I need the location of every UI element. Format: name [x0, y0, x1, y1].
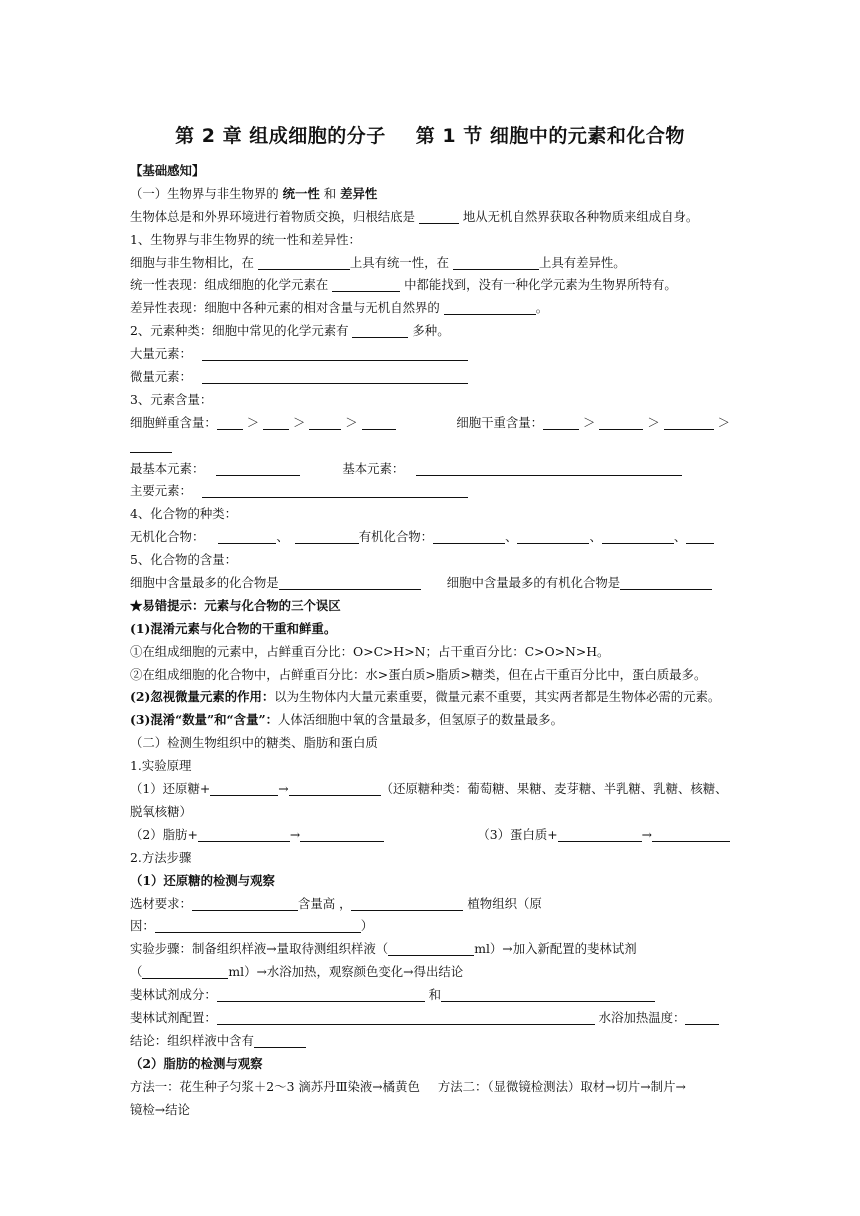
text-line: （ ml）→水浴加热，观察颜色变化→得出结论: [130, 964, 464, 980]
fill-blank[interactable]: [258, 255, 350, 270]
fill-blank[interactable]: [217, 415, 243, 430]
text-line: [130, 435, 730, 458]
text-line: 1、生物界与非生物界的统一性和差异性：: [130, 231, 361, 247]
text-line: 生物体总是和外界环境进行着物质交换，归根结底是 地从无机自然界获取各种物质来组成自身。: [130, 208, 699, 224]
text-line: 细胞鲜重含量： ＞ ＞ ＞ 细胞干重含量： ＞ ＞ ＞: [130, 414, 730, 430]
text-line: 因： ）: [130, 918, 374, 934]
text-line: ①在组成细胞的元素中，占鲜重百分比：O>C>H>N；占干重百分比：C>O>N>H。: [130, 643, 610, 659]
fill-blank[interactable]: [441, 987, 655, 1002]
fill-blank[interactable]: [652, 827, 730, 842]
fill-blank[interactable]: [664, 415, 714, 430]
fill-blank[interactable]: [217, 987, 425, 1002]
fill-blank[interactable]: [300, 827, 384, 842]
text-line: 3、元素含量：: [130, 391, 213, 407]
text-line: 无机化合物： 、 有机化合物： 、 、 、: [130, 526, 730, 549]
fill-blank[interactable]: [289, 781, 381, 796]
text-line: 2、元素种类：细胞中常见的化学元素有 多种。: [130, 323, 450, 339]
fill-blank[interactable]: [192, 896, 298, 911]
text-line: 大量元素：: [130, 343, 730, 366]
tip-item: (3)混淆“数量”和“含量”：人体活细胞中氧的含量最多，但氢原子的数量最多。: [130, 712, 563, 728]
fill-blank[interactable]: [295, 529, 359, 544]
fill-blank[interactable]: [202, 369, 468, 384]
fill-blank[interactable]: [558, 827, 642, 842]
text-line: 细胞中含量最多的化合物是 细胞中含量最多的有机化合物是: [130, 572, 730, 595]
text-line: 主要元素：: [130, 480, 730, 503]
fill-blank[interactable]: [419, 209, 459, 224]
text-line: 1.实验原理: [130, 758, 192, 774]
text-line: 脱氧核糖）: [130, 803, 192, 819]
fill-blank[interactable]: [416, 461, 682, 476]
text-line: （2）脂肪+ → （3）蛋白质+ →: [130, 824, 730, 847]
fill-blank[interactable]: [433, 529, 505, 544]
section-title: 第 1 节 细胞中的元素和化合物: [415, 125, 685, 147]
text-line: （1）还原糖+ → （还原糖种类：葡萄糖、果糖、麦芽糖、半乳糖、乳糖、核糖、: [130, 781, 728, 797]
text-line: 斐林试剂配置： 水浴加热温度：: [130, 1007, 730, 1030]
fill-blank[interactable]: [263, 415, 289, 430]
fill-blank[interactable]: [332, 277, 400, 292]
fill-blank[interactable]: [444, 300, 536, 315]
fill-blank[interactable]: [543, 415, 579, 430]
section-heading: （二）检测生物组织中的糖类、脂肪和蛋白质: [130, 735, 378, 751]
fill-blank[interactable]: [130, 438, 172, 453]
fill-blank[interactable]: [198, 827, 290, 842]
worksheet-body: [130, 160, 730, 1121]
fill-blank[interactable]: [202, 483, 468, 498]
text-line: 5、化合物的含量：: [130, 552, 238, 568]
fill-blank[interactable]: [309, 415, 341, 430]
text-line: ②在组成细胞的化合物中，占鲜重百分比：水>蛋白质>脂质>糖类，但在占干重百分比中，蛋白质最多。: [130, 666, 707, 682]
text-line: 差异性表现：细胞中各种元素的相对含量与无机自然界的 。: [130, 300, 549, 316]
fill-blank[interactable]: [685, 1010, 719, 1025]
fill-blank[interactable]: [254, 1033, 306, 1048]
text-line: 方法一：花生种子匀浆＋2～3 滴苏丹Ⅲ染液→橘黄色 方法二：（显微镜检测法）取材→切片→制片→: [130, 1078, 686, 1094]
fill-blank[interactable]: [155, 918, 361, 933]
subsection-heading: （2）脂肪的检测与观察: [130, 1055, 263, 1071]
fill-blank[interactable]: [517, 529, 589, 544]
fill-blank[interactable]: [362, 415, 396, 430]
page-title: [0, 121, 860, 148]
text-line: 统一性表现：组成细胞的化学元素在 中都能找到，没有一种化学元素为生物界所特有。: [130, 277, 677, 293]
fill-blank[interactable]: [202, 346, 468, 361]
fill-blank[interactable]: [216, 461, 300, 476]
fill-blank[interactable]: [686, 529, 714, 544]
fill-blank[interactable]: [210, 781, 278, 796]
fill-blank[interactable]: [453, 255, 539, 270]
text-line: 最基本元素： 基本元素：: [130, 458, 730, 481]
text-line: 斐林试剂成分： 和: [130, 984, 730, 1007]
tip-item: (2)忽视微量元素的作用：以为生物体内大量元素重要，微量元素不重要，其实两者都是生物体必需的元素。: [130, 689, 721, 705]
fill-blank[interactable]: [217, 1010, 595, 1025]
fill-blank[interactable]: [620, 575, 712, 590]
chapter-title: 第 2 章 组成细胞的分子: [175, 125, 386, 147]
tip-item: (1)混淆元素与化合物的干重和鲜重。: [130, 620, 337, 636]
fill-blank[interactable]: [602, 529, 674, 544]
fill-blank[interactable]: [599, 415, 643, 430]
text-line: 选材要求： 含量高 ， 植物组织（原: [130, 895, 542, 911]
text-line: 镜检→结论: [130, 1101, 190, 1117]
fill-blank[interactable]: [218, 529, 276, 544]
text-line: 2.方法步骤: [130, 849, 192, 865]
text-line: 结论：组织样液中含有: [130, 1030, 730, 1053]
fill-blank[interactable]: [388, 941, 474, 956]
subsection-heading: （1）还原糖的检测与观察: [130, 872, 275, 888]
fill-blank[interactable]: [279, 575, 421, 590]
fill-blank[interactable]: [352, 323, 408, 338]
text-line: 细胞与非生物相比，在 上具有统一性，在 上具有差异性。: [130, 254, 626, 270]
fill-blank[interactable]: [142, 964, 228, 979]
text-line: 4、化合物的种类：: [130, 506, 238, 522]
tip-heading: ★易错提示：元素与化合物的三个误区: [130, 597, 341, 613]
subheading-unity-diversity: （一）生物界与非生物界的 统一性 和 差异性: [130, 185, 378, 201]
fill-blank[interactable]: [351, 896, 463, 911]
text-line: 微量元素：: [130, 366, 730, 389]
text-line: 实验步骤：制备组织样液→量取待测组织样液（ ml）→加入新配置的斐林试剂: [130, 941, 637, 957]
heading-basic: 【基础感知】: [130, 163, 205, 178]
